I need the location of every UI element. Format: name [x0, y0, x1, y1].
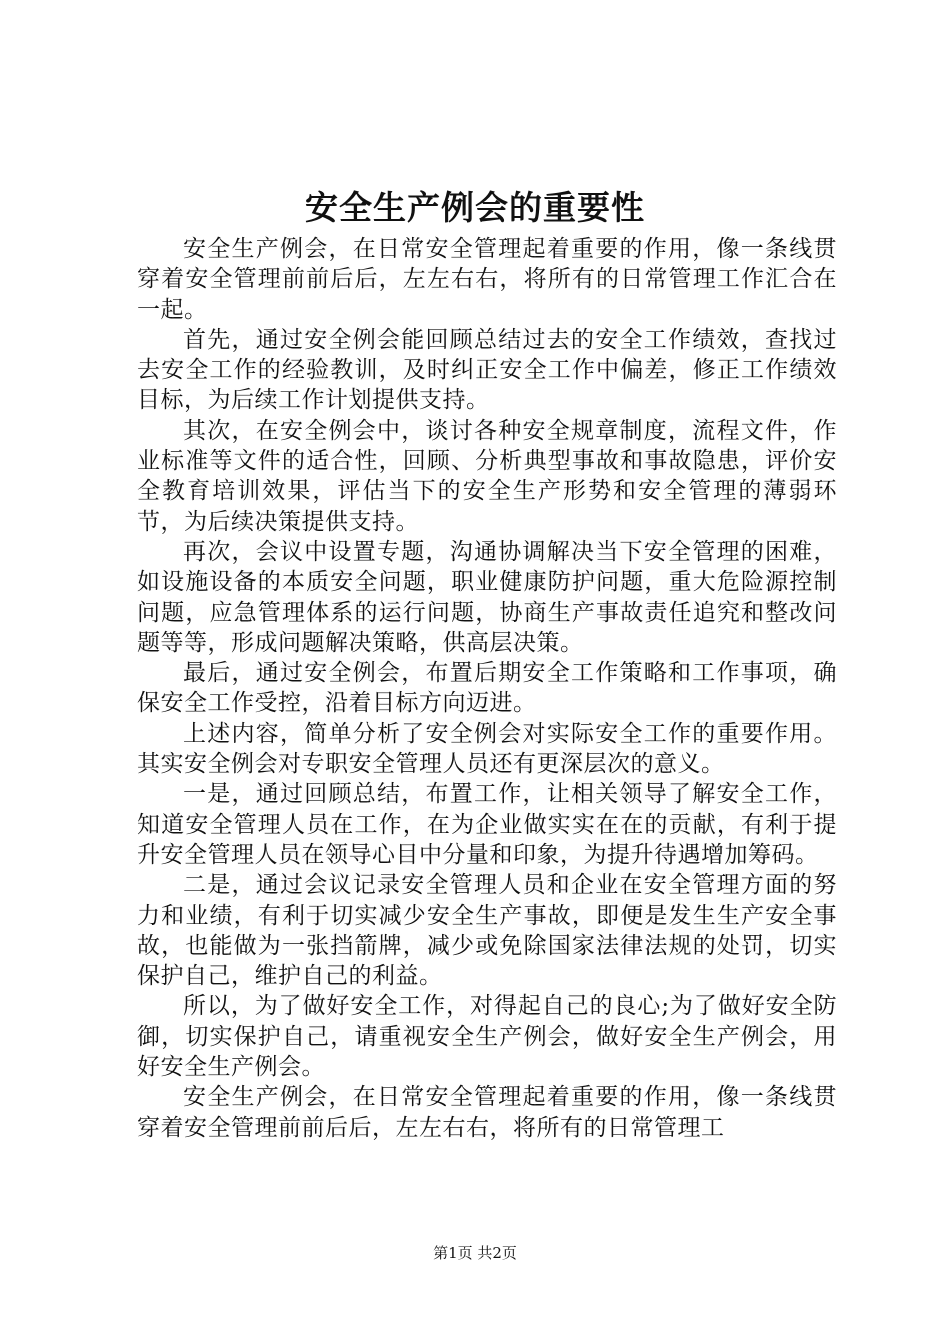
paragraph: 最后，通过安全例会，布置后期安全工作策略和工作事项，确保安全工作受控，沿着目标方向迈进。 — [137, 660, 837, 717]
paragraph: 二是，通过会议记录安全管理人员和企业在安全管理方面的努力和业绩，有利于切实减少安全生产事故，即便是发生生产安全事故，也能做为一张挡箭牌，减少或免除国家法律法规的处罚，切实保护自己，维护自己的利益。 — [137, 872, 837, 990]
paragraph: 其次，在安全例会中，谈讨各种安全规章制度，流程文件，作业标准等文件的适合性，回顾、分析典型事故和事故隐患，评价安全教育培训效果，评估当下的安全生产形势和安全管理的薄弱环节，为后续决策提供支持。 — [137, 417, 837, 535]
paragraph: 安全生产例会，在日常安全管理起着重要的作用，像一条线贯穿着安全管理前前后后，左左右右，将所有的日常管理工作汇合在一起。 — [137, 236, 837, 323]
paragraph: 一是，通过回顾总结，布置工作，让相关领导了解安全工作，知道安全管理人员在工作，在为企业做实实在在的贡献，有利于提升安全管理人员在领导心目中分量和印象，为提升待遇增加筹码。 — [137, 781, 837, 868]
paragraph: 再次，会议中设置专题，沟通协调解决当下安全管理的困难，如设施设备的本质安全问题，职业健康防护问题，重大危险源控制问题，应急管理体系的运行问题，协商生产事故责任追究和整改问题等等，形成问题解决策略，供高层决策。 — [137, 538, 837, 656]
paragraph: 安全生产例会，在日常安全管理起着重要的作用，像一条线贯穿着安全管理前前后后，左左右右，将所有的日常管理工 — [137, 1084, 837, 1141]
paragraph: 所以，为了做好安全工作，对得起自己的良心;为了做好安全防御，切实保护自己，请重视安全生产例会，做好安全生产例会，用好安全生产例会。 — [137, 993, 837, 1081]
document-title: 安全生产例会的重要性 — [305, 188, 645, 227]
paragraph: 上述内容，简单分析了安全例会对实际安全工作的重要作用。其实安全例会对专职安全管理人员还有更深层次的意义。 — [137, 720, 837, 778]
document-body — [137, 234, 837, 1184]
page-number-footer: 第1页 共2页 — [433, 1244, 517, 1262]
paragraph: 首先，通过安全例会能回顾总结过去的安全工作绩效，查找过去安全工作的经验教训，及时纠正安全工作中偏差，修正工作绩效目标，为后续工作计划提供支持。 — [137, 326, 837, 414]
